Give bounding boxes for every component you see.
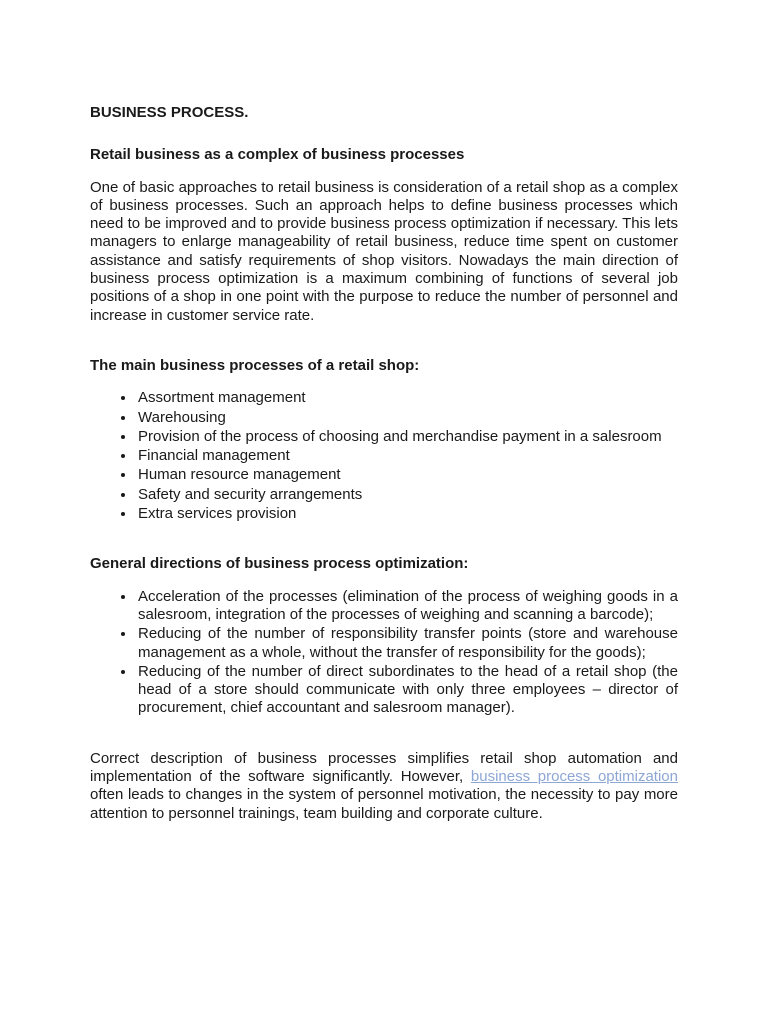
list-item: • Acceleration of the processes (elimination of the process of weighing goods in a salesroom, integration of the processes of weighing and scanning a barcode); <box>136 588 678 625</box>
business-process-optimization-link[interactable]: business process optimization <box>470 768 678 786</box>
list-item: • Human resource management <box>136 466 678 484</box>
section-heading-main-processes: The main business processes of a retail shop: <box>90 356 420 374</box>
document-title: BUSINESS PROCESS. <box>90 104 249 121</box>
list-item: • Financial management <box>136 447 678 465</box>
closing-text-before-link: Correct description of business processes simplifies retail shop automation and implementation of the software significantly. However, <box>90 749 678 786</box>
intro-paragraph: One of basic approaches to retail business is consideration of a retail shop as a complex of business processes. Such an approach helps to define business processes which need to be improved and to provide business process optimization if necessary. This lets managers to enlarge manageability of retail business, reduce time spent on customer assistance and satisfy requirements of shop visitors. Nowadays the main direction of business process optimization is a maximum combining of functions of several job positions of a shop in one point with the purpose to reduce the number of personnel and increase in customer service rate. <box>90 178 678 324</box>
optimization-directions-list <box>90 588 678 718</box>
list-item: • Reducing of the number of responsibility transfer points (store and warehouse management as a whole, without the transfer of responsibility for the goods); <box>136 625 678 662</box>
list-item: • Reducing of the number of direct subordinates to the head of a retail shop (the head of a store should communicate with only three employees – director of procurement, chief accountant and salesroom manager). <box>136 663 678 718</box>
main-processes-list <box>90 389 678 523</box>
section-heading-optimization-directions: General directions of business process optimization: <box>90 555 469 573</box>
list-item: • Extra services provision <box>136 505 678 523</box>
list-item: • Safety and security arrangements <box>136 486 678 504</box>
closing-paragraph <box>90 750 678 823</box>
list-item: • Warehousing <box>136 409 678 427</box>
list-item: • Provision of the process of choosing and merchandise payment in a salesroom <box>136 428 678 446</box>
list-item: • Assortment management <box>136 389 678 407</box>
closing-text-after-link: often leads to changes in the system of personnel motivation, the necessity to pay more attention to personnel trainings, team building and corporate culture. <box>90 786 678 822</box>
section-heading-retail-business: Retail business as a complex of business processes <box>90 146 465 164</box>
